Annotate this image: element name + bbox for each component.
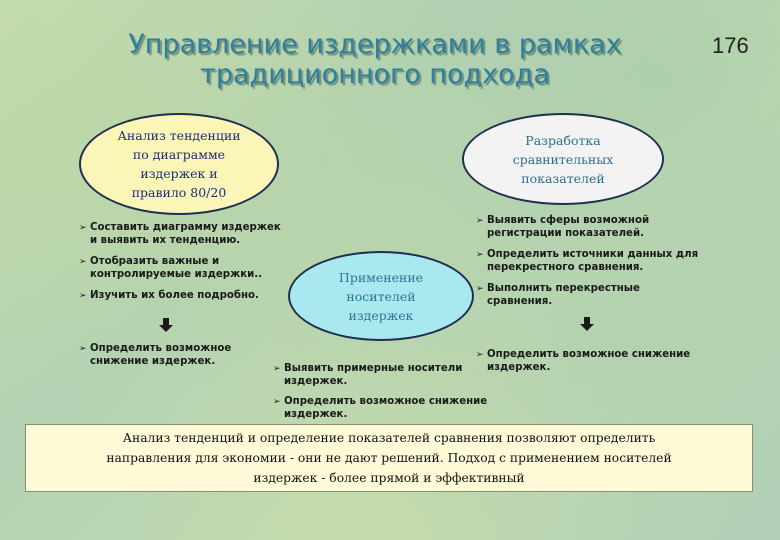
ellipse-center-line: издержек bbox=[348, 307, 414, 323]
list-item: ➢ Выполнить перекрестные сравнения. bbox=[476, 283, 640, 307]
list-item: ➢ Определить возможное снижение издержек. bbox=[79, 343, 232, 367]
arrow-bullet-icon: ➢ bbox=[79, 291, 87, 301]
arrow-bullet-icon: ➢ bbox=[79, 223, 87, 233]
ellipse-right-line: показателей bbox=[521, 170, 605, 186]
list-item: ➢ Выявить примерные носители издержек. bbox=[273, 363, 463, 387]
ellipse-left-line: издержек и bbox=[140, 166, 218, 181]
list-item: ➢ Определить возможное снижение издержек. bbox=[476, 349, 691, 373]
left-result-list bbox=[78, 343, 278, 368]
trend-analysis-ellipse bbox=[79, 113, 279, 215]
slide-title bbox=[110, 30, 640, 90]
arrow-bullet-icon: ➢ bbox=[79, 257, 87, 267]
summary-line: Анализ тенденций и определение показателей сравнения позволяют определить bbox=[122, 431, 656, 445]
list-item: ➢ Определить возможное снижение издержек. bbox=[273, 396, 488, 420]
title-line-2: традиционного подхода bbox=[200, 59, 550, 90]
list-item: ➢ Составить диаграмму издержек и выявить их тенденцию. bbox=[79, 222, 281, 246]
center-bullet-list bbox=[272, 363, 497, 421]
summary-line: издержек - более прямой и эффективный bbox=[253, 471, 525, 485]
ellipse-center-line: Применение bbox=[338, 269, 424, 285]
list-item: ➢ Определить источники данных для перекрестного сравнения. bbox=[476, 249, 699, 273]
arrow-bullet-icon: ➢ bbox=[273, 397, 281, 407]
arrow-bullet-icon: ➢ bbox=[476, 216, 484, 226]
comparative-indicators-ellipse bbox=[462, 113, 664, 205]
arrow-bullet-icon: ➢ bbox=[476, 350, 484, 360]
summary-line: направления для экономии - они не дают решений. Подход с применением носителей bbox=[106, 451, 672, 465]
ellipse-center-line: носителей bbox=[346, 288, 416, 304]
title-line-1: Управление издержками в рамках bbox=[128, 29, 622, 60]
down-arrow-icon bbox=[580, 317, 594, 331]
right-result-list bbox=[475, 349, 725, 374]
cost-drivers-ellipse bbox=[288, 251, 474, 341]
right-bullet-list bbox=[475, 215, 725, 308]
ellipse-left-line: правило 80/20 bbox=[131, 185, 227, 200]
summary-box bbox=[25, 424, 753, 492]
ellipse-left-line: по диаграмме bbox=[132, 147, 226, 162]
ellipse-right-line: сравнительных bbox=[512, 151, 614, 167]
arrow-bullet-icon: ➢ bbox=[476, 284, 484, 294]
list-item: ➢ Выявить сферы возможной регистрации показателей. bbox=[476, 215, 650, 239]
list-item: ➢ Отобразить важные и контролируемые издержки.. bbox=[79, 256, 263, 280]
down-arrow-icon bbox=[159, 318, 173, 332]
arrow-bullet-icon: ➢ bbox=[79, 344, 87, 354]
ellipse-right-line: Разработка bbox=[525, 132, 601, 148]
list-item: ➢ Изучить их более подробно. bbox=[79, 290, 259, 301]
page-number: 176 bbox=[712, 33, 749, 58]
ellipse-left-line: Анализ тенденции bbox=[117, 128, 241, 143]
arrow-bullet-icon: ➢ bbox=[476, 250, 484, 260]
arrow-bullet-icon: ➢ bbox=[273, 364, 281, 374]
left-bullet-list bbox=[78, 222, 293, 303]
